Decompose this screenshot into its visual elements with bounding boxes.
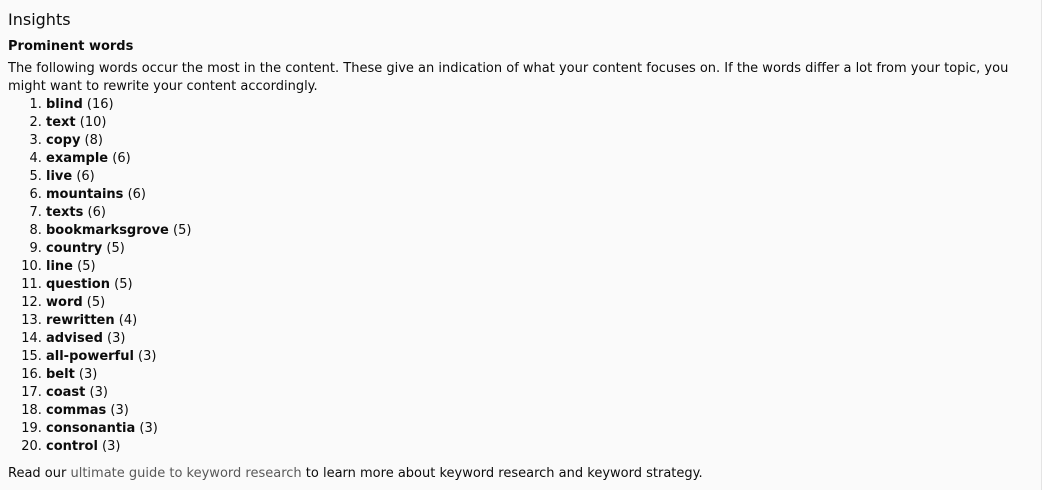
prominent-word-item bbox=[46, 366, 1033, 384]
prominent-word: blind bbox=[46, 97, 83, 112]
prominent-word-count: (3) bbox=[85, 385, 108, 400]
prominent-words-description: The following words occur the most in the content. These give an indication of what your content focuses on. If the words differ a lot from your topic, you might want to rewrite your content accordingly. bbox=[8, 61, 1009, 94]
prominent-word-count: (3) bbox=[97, 439, 121, 454]
prominent-word: all-powerful bbox=[46, 349, 134, 364]
prominent-word-item bbox=[46, 330, 1033, 348]
prominent-word-count: (10) bbox=[75, 115, 107, 130]
prominent-word-count: (3) bbox=[102, 331, 126, 346]
prominent-word-item bbox=[46, 186, 1033, 204]
prominent-word: question bbox=[46, 277, 110, 292]
prominent-word-count: (5) bbox=[168, 223, 192, 238]
prominent-word-count: (4) bbox=[114, 313, 138, 328]
prominent-word-item bbox=[46, 348, 1033, 366]
prominent-word-item bbox=[46, 438, 1033, 456]
panel-title: Insights bbox=[8, 10, 71, 29]
prominent-word-count: (5) bbox=[109, 277, 133, 292]
prominent-word-item bbox=[46, 258, 1033, 276]
prominent-word-item bbox=[46, 168, 1033, 186]
prominent-word: live bbox=[46, 169, 73, 184]
prominent-word-item bbox=[46, 222, 1033, 240]
prominent-word-item bbox=[46, 312, 1033, 330]
prominent-word-item bbox=[46, 204, 1033, 222]
prominent-word-item bbox=[46, 402, 1033, 420]
prominent-word-count: (5) bbox=[102, 241, 125, 256]
prominent-word-count: (5) bbox=[72, 259, 96, 274]
prominent-word-item bbox=[46, 420, 1033, 438]
prominent-word: text bbox=[46, 115, 76, 130]
prominent-word: word bbox=[46, 295, 83, 310]
prominent-word: advised bbox=[46, 331, 103, 346]
prominent-word-item bbox=[46, 240, 1033, 258]
prominent-word: control bbox=[46, 439, 98, 454]
prominent-word: texts bbox=[46, 205, 84, 220]
prominent-word-item bbox=[46, 294, 1033, 312]
prominent-word-item bbox=[46, 96, 1033, 114]
prominent-word-item bbox=[46, 150, 1033, 168]
prominent-word-count: (8) bbox=[80, 133, 103, 148]
footer-note bbox=[8, 465, 1033, 483]
prominent-word-count: (6) bbox=[108, 151, 131, 166]
prominent-word-count: (6) bbox=[123, 187, 146, 202]
prominent-word-item bbox=[46, 384, 1033, 402]
prominent-word-count: (6) bbox=[72, 169, 95, 184]
prominent-word: belt bbox=[46, 367, 75, 382]
prominent-word: country bbox=[46, 241, 103, 256]
prominent-word-count: (16) bbox=[82, 97, 114, 112]
prominent-word: bookmarksgrove bbox=[46, 223, 169, 238]
keyword-research-guide-link[interactable]: ultimate guide to keyword research bbox=[70, 466, 302, 481]
prominent-word-count: (3) bbox=[74, 367, 98, 382]
prominent-word-item bbox=[46, 276, 1033, 294]
prominent-word: line bbox=[46, 259, 73, 274]
prominent-word: copy bbox=[46, 133, 81, 148]
prominent-word-count: (3) bbox=[133, 349, 157, 364]
prominent-word-count: (5) bbox=[82, 295, 106, 310]
prominent-words-list bbox=[8, 96, 1033, 456]
prominent-word: example bbox=[46, 151, 109, 166]
footer-suffix: to learn more about keyword research and keyword strategy. bbox=[301, 466, 703, 481]
prominent-word: rewritten bbox=[46, 313, 115, 328]
prominent-word-count: (3) bbox=[106, 403, 129, 418]
prominent-word: mountains bbox=[46, 187, 124, 202]
prominent-word-item bbox=[46, 114, 1033, 132]
prominent-word-count: (6) bbox=[83, 205, 106, 220]
prominent-word: consonantia bbox=[46, 421, 136, 436]
prominent-word-count: (3) bbox=[135, 421, 158, 436]
prominent-word: coast bbox=[46, 385, 86, 400]
prominent-word: commas bbox=[46, 403, 107, 418]
prominent-words-heading: Prominent words bbox=[8, 39, 134, 54]
footer-prefix: Read our bbox=[8, 466, 71, 481]
prominent-word-item bbox=[46, 132, 1033, 150]
